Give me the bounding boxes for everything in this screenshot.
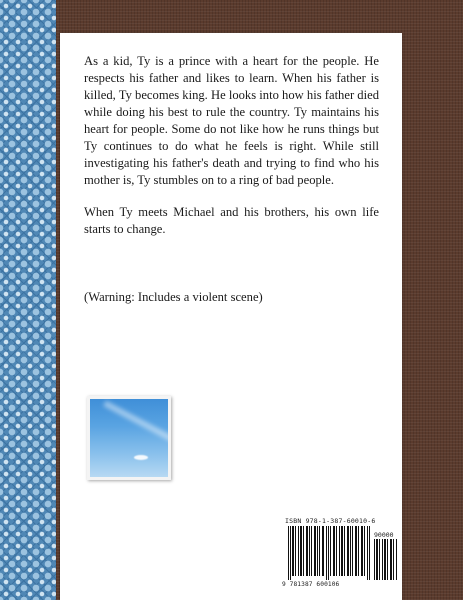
barcode-digits: 9 781387 600106 bbox=[282, 581, 340, 588]
small-cloud bbox=[134, 455, 148, 460]
back-cover-panel bbox=[60, 33, 402, 600]
content-warning: (Warning: Includes a violent scene) bbox=[84, 290, 263, 304]
contrail bbox=[103, 401, 168, 444]
isbn-barcode bbox=[282, 516, 400, 594]
price-code: 90000 bbox=[374, 531, 394, 539]
isbn-label: ISBN 978-1-387-60010-6 bbox=[285, 517, 376, 525]
barcode-bars-supplement bbox=[374, 539, 398, 580]
sky-image bbox=[90, 399, 168, 477]
barcode-bars-main bbox=[288, 526, 370, 580]
blue-pattern-strip bbox=[0, 0, 56, 600]
sky-photo bbox=[87, 396, 171, 480]
back-cover-blurb bbox=[84, 53, 379, 253]
blurb-paragraph: When Ty meets Michael and his brothers, his own life starts to change. bbox=[84, 205, 379, 236]
blurb-paragraph: As a kid, Ty is a prince with a heart for the people. He respects his father and likes to learn. When his father is killed, Ty becomes king. He looks into how his father died while doing his best to rule the country. Ty maintains his heart for people. Some do not like how he runs things but Ty continues to do what he feels is right. While still investigating his father's death and trying to find who his mother is, Ty stumbles on to a ring of bad people. bbox=[84, 54, 379, 187]
